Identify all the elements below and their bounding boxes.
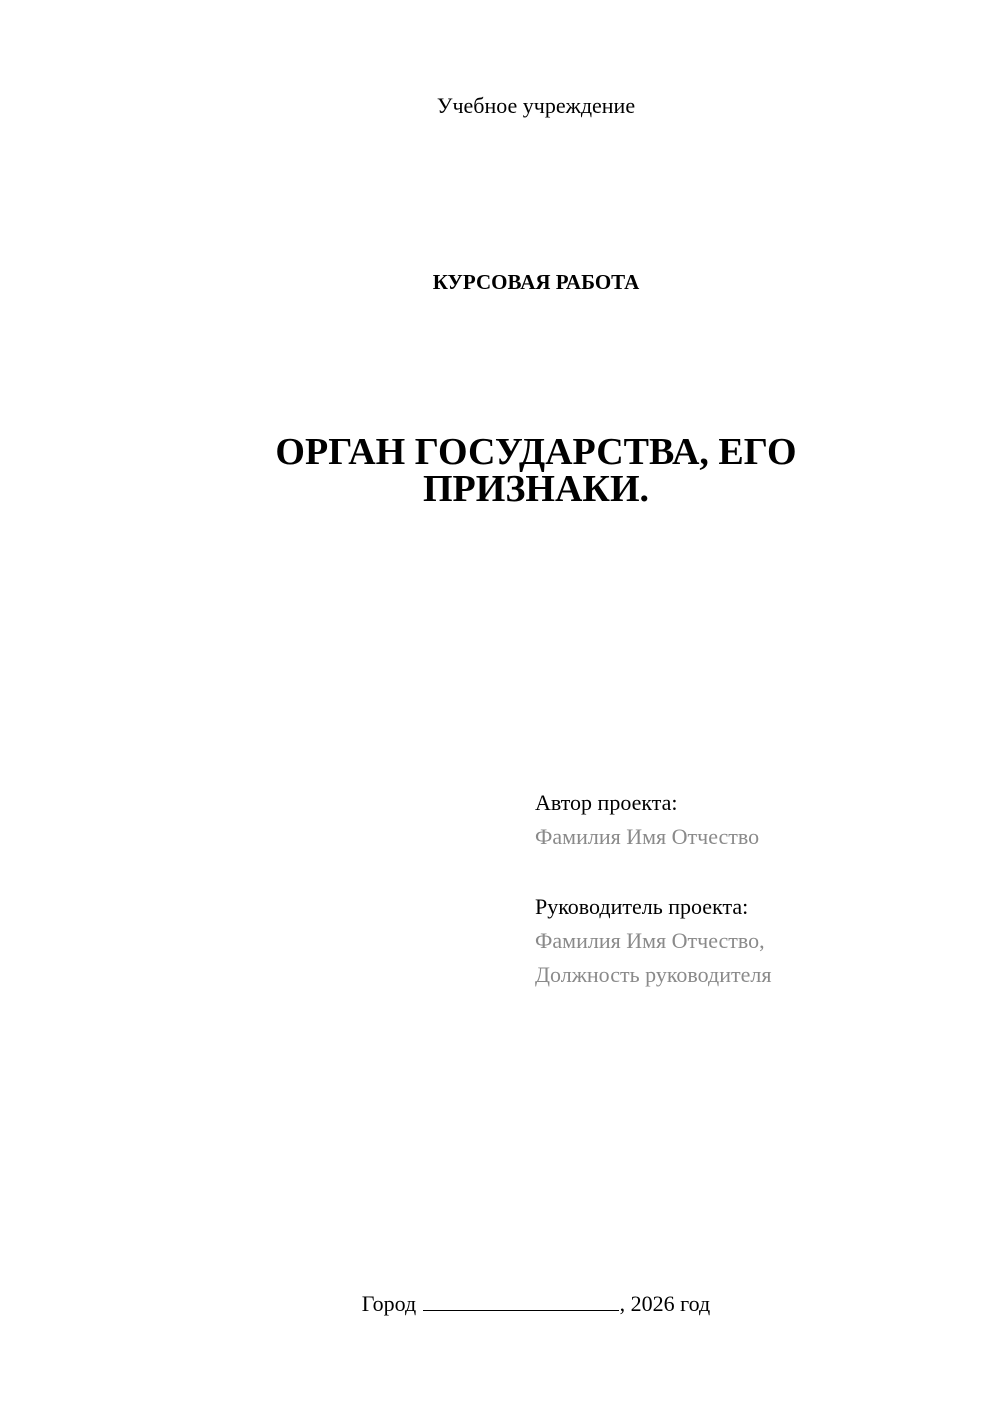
supervisor-position: Должность руководителя — [535, 962, 772, 987]
document-title — [250, 431, 822, 510]
supervisor-label: Руководитель проекта: — [535, 894, 749, 919]
author-name: Фамилия Имя Отчество — [535, 824, 760, 849]
year-text: , 2026 год — [619, 1291, 711, 1316]
document-title-line-2: ПРИЗНАКИ. — [423, 468, 649, 510]
credits-spacer — [535, 854, 975, 890]
document-title-line-1: ОРГАН ГОСУДАРСТВА, ЕГО — [275, 431, 797, 473]
credits-block — [535, 786, 975, 992]
city-blank-line — [423, 1290, 619, 1311]
author-label: Автор проекта: — [535, 790, 678, 815]
document-type: КУРСОВАЯ РАБОТА — [432, 270, 640, 294]
city-year-line — [0, 1290, 1000, 1318]
supervisor-name: Фамилия Имя Отчество, — [535, 928, 765, 953]
institution-name: Учебное учреждение — [436, 93, 636, 118]
city-label: Город — [361, 1291, 417, 1316]
